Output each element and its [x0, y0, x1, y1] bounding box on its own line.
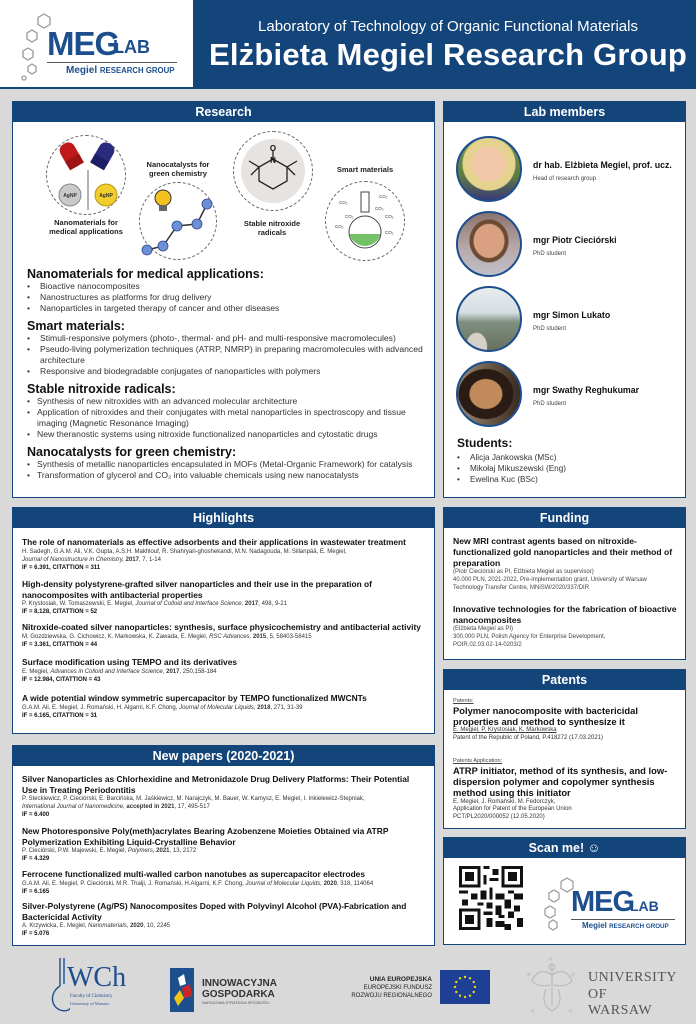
svg-text:✳: ✳ — [526, 972, 532, 979]
publication-entry: Ferrocene functionalized multi-walled carbon nanotubes as supercapacitor electrodes G.A.M. Ali, E. Megiel, P. Cieciórski, M.R. Thalji, J. Romański, H.Algarni, K.F. Chong, Journal of Molecular Liquids, 2020, 318, 114064 IF = 6.165 — [22, 869, 374, 895]
eu-flag-icon — [440, 970, 490, 1004]
funding-panel — [443, 507, 686, 660]
logo-underline — [47, 62, 177, 63]
scan-me-panel — [443, 837, 686, 945]
innowacyjna-gospodarka-logo: INNOWACYJNA GOSPODARKA NARODOWA STRATEGIA SPÓJNOŚCI — [168, 968, 298, 1012]
member-role: Head of research group — [533, 176, 597, 182]
figure-label-nanocatalysts: Nanocatalysts for green chemistry — [146, 160, 210, 178]
new-papers-heading: New papers (2020-2021) — [13, 746, 434, 766]
svg-text:✳: ✳ — [530, 1009, 536, 1015]
eagle-emblem-icon — [522, 955, 582, 1017]
avatar — [456, 361, 522, 427]
member-card — [456, 286, 688, 354]
scan-me-heading: Scan me! ☺ — [444, 838, 685, 858]
flask-co2-icon — [327, 182, 403, 258]
list-item: • Responsive and biodegradable conjugates of nanoparticles with polymers — [27, 366, 432, 377]
member-role: PhD student — [533, 326, 567, 332]
avatar — [456, 136, 522, 202]
publication-entry: Silver-Polystyrene (Ag/PS) Nanocomposites Doped with Polyvinyl Alcohol (PVA)-Fabrication and Bactericidal Activity A. Krzywicka, E. Megiel, Nanomaterials, 2020, 10, 2245 IF = 5.076 — [22, 901, 407, 937]
figure-label-smart-materials: Smart materials — [336, 165, 394, 174]
logo-meg-text: MEG — [47, 25, 120, 62]
list-item: • Transformation of glycerol and CO₂ into valuable chemicals using new nanocatalysts — [27, 470, 432, 481]
students-heading: Students: — [457, 436, 513, 450]
section-title-nitroxide: Stable nitroxide radicals: — [27, 382, 176, 396]
publication-entry: High-density polystyrene-grafted silver nanoparticles and their use in the preparation of nanocomposites with antibacterial properties P. Krystosiak, W. Tomaszewski, E. Megiel, Journal of Colloid and Interface Science, 2017, 498, 9-21 IF = 8.128, CITATTION = 52 — [22, 579, 372, 615]
qr-code-icon[interactable] — [459, 866, 523, 930]
section-title-nanomaterials: Nanomaterials for medical applications: — [27, 267, 264, 281]
capsules-agnp-icon — [53, 140, 123, 218]
member-card — [456, 361, 688, 429]
funding-entry: New MRI contrast agents based on nitroxide-functionalized gold nanoparticles and their method of preparation (Piotr Cieciórski as PI, Elżbieta Megiel as supervisor) 40.000 PLN, 2021-2022, Pre-implementation grant, University of Warsaw Technology Transfer Centre, MNiSW/2020/337/DIR — [453, 536, 673, 591]
figure-nanomaterials — [13, 122, 436, 262]
new-papers-panel — [12, 745, 435, 946]
svg-text:N: N — [270, 156, 276, 165]
lightbulb-chain-icon — [141, 186, 217, 258]
lab-subtitle: Laboratory of Technology of Organic Functional Materials — [258, 18, 638, 35]
list-item: • Application of nitroxides and their conjugates with metal nanoparticles in spectroscopy and tissue imaging (Magnetic Resonance Imaging) — [27, 407, 432, 429]
list-item: • Nanoparticles in targeted therapy of cancer and other diseases — [27, 303, 432, 314]
list-item: • Synthesis of new nitroxides with an advanced molecular architecture — [27, 396, 432, 407]
university-of-warsaw-logo: ✳ ✳ ✳ ✳ ✳ UNIVERSITY OF WARSAW — [522, 955, 672, 1017]
publication-entry: Nitroxide-coated silver nanoparticles: synthesis, surface physicochemistry and antibacterial activity M. Gozdziewska, G. Cichowicz, K. Markowska, K. Zawada, E. Megiel, RSC Advances, 2015, 5, 58403-58415 IF = 3.361, CITATTION = 44 — [22, 622, 421, 648]
publication-entry: New Photoresponsive Poly(meth)acrylates Bearing Azobenzene Moieties Obtained via ATRP Polymerization Exhibiting Liquid-Crystalline Behavior P. Cieciórski, P.W. Majewski, E. Megiel, Polymers, 2021, 13, 2172 IF = 4.329 — [22, 826, 389, 862]
avatar — [456, 211, 522, 277]
lab-members-heading: Lab members — [444, 102, 685, 122]
list-item: • Bioactive nanocomposites — [27, 281, 432, 292]
funding-heading: Funding — [444, 508, 685, 528]
list-item: • Alicja Jankowska (MSc) — [457, 452, 566, 463]
svg-text:CO₂: CO₂ — [339, 200, 348, 205]
page-title: Elżbieta Megiel Research Group — [208, 37, 688, 72]
highlights-heading: Highlights — [13, 508, 434, 528]
section-title-smart-materials: Smart materials: — [27, 319, 125, 333]
lab-members-panel — [443, 101, 686, 498]
patent-entry: Patents: Polymer nanocomposite with bactericidal properties and method to synthesize it E. Megiel, P. Krystosiak, K. Markowska Patent of the Republic of Poland, P.418272 (17.03.2021) — [453, 698, 638, 741]
avatar — [456, 286, 522, 352]
figure-label-nanomaterials: Nanomaterials for medical applications — [49, 218, 123, 236]
list-item: • Nanostructures as platforms for drug delivery — [27, 292, 432, 303]
research-heading: Research — [13, 102, 434, 122]
agnp-badge-1: AgNP — [63, 193, 77, 199]
research-topics — [27, 267, 432, 481]
svg-text:✳: ✳ — [548, 957, 554, 963]
member-role: PhD student — [533, 251, 567, 257]
list-item: • New theranostic systems using nitroxide functionalized nanoparticles and cytostatic drugs — [27, 429, 432, 440]
tempo-molecule-icon — [241, 139, 305, 203]
list-item: • Pseudo-living polymerization techniques (ATRP, NMRP) in preparing macromolecules with advanced architecture — [27, 344, 432, 366]
poster-header — [0, 0, 696, 89]
member-card — [456, 136, 688, 204]
logo-lab-text: LAB — [113, 37, 150, 57]
member-role: PhD student — [533, 401, 567, 407]
wch-logo: WCh Faculty of Chemistry University of Warsaw — [48, 956, 123, 1014]
highlights-panel — [12, 507, 435, 734]
list-item: • Synthesis of metallic nanoparticles encapsulated in MOFs (Metal-Organic Framework) for catalysis — [27, 459, 432, 470]
publication-entry: Silver Nanoparticles as Chlorhexidine and Metronidazole Drug Delivery Platforms: Their Potential Use in Treating Periodontitis P. Steckiewicz, P. Cieciórski, E. Barcińska, M. Jaśkiewicz, M. Narajczyk, M. Bauer, W. Kamysz, E. Megiel, I. Inkielewicz-Stepniak, International Journal of Nanomedicine, accepted in 2021, 17, 495-517 IF = 6.400 — [22, 774, 410, 818]
funding-entry: Innovative technologies for the fabrication of bioactive nanocomposites (Elżbieta Megiel as PI) 300.000 PLN, Polish Agency for Enterprise Development, POIR.02.03.02-14-0203/2 — [453, 604, 677, 648]
svg-text:CO₂: CO₂ — [345, 214, 354, 219]
svg-text:CO₂: CO₂ — [385, 214, 394, 219]
svg-text:O: O — [269, 144, 277, 153]
member-card — [456, 211, 688, 279]
ig-flag-icon — [168, 968, 198, 1012]
svg-text:CO₂: CO₂ — [385, 230, 394, 235]
list-item: • Ewelina Kuc (BSc) — [457, 474, 566, 485]
list-item: • Mikołaj Mikuszewski (Eng) — [457, 463, 566, 474]
agnp-badge-2: AgNP — [99, 193, 113, 199]
list-item: • Stimuli-responsive polymers (photo-, thermal- and pH- and multi-responsive macromolecules) — [27, 333, 432, 344]
students-list — [457, 452, 566, 485]
meglab-logo — [0, 0, 193, 87]
svg-text:✳: ✳ — [568, 1009, 574, 1015]
patent-entry: Patents Application: ATRP initiator, method of its synthesis, and low-dispersion polymer and copolymer synthesis method using this initiator E. Megiel, J. Romański, M. Fedorczyk, Application for Patent of the European Union PCT/PL2020/000052 (12.05.2020) — [453, 758, 668, 820]
section-title-nanocatalysts: Nanocatalysts for green chemistry: — [27, 445, 237, 459]
svg-text:CO₂: CO₂ — [335, 224, 344, 229]
logo-tagline: Megiel RESEARCH GROUP — [66, 65, 175, 76]
member-name: mgr Swathy Reghukumar — [533, 385, 640, 395]
publication-entry: A wide potential window symmetric supercapacitor by TEMPO functionalized MWCNTs G.A.M. Ali, E. Megiel, J. Romański, H. Algarni, K.F. Chong, Journal of Molecular Liquids, 2018, 271, 31-39 IF = 6.165, CITATTION = 31 — [22, 693, 367, 719]
member-name: mgr Piotr Cieciórski — [533, 235, 617, 245]
eu-fund-logo: UNIA EUROPEJSKA EUROPEJSKI FUNDUSZ ROZWOJU REGIONALNEGO — [340, 968, 490, 1010]
research-panel — [12, 101, 435, 498]
member-name: dr hab. Elżbieta Megiel, prof. ucz. — [533, 160, 672, 170]
patents-heading: Patents — [444, 670, 685, 690]
svg-text:CO₂: CO₂ — [375, 206, 384, 211]
member-name: mgr Simon Lukato — [533, 310, 611, 320]
svg-text:CO₂: CO₂ — [379, 194, 388, 199]
svg-text:✳: ✳ — [570, 972, 576, 979]
publication-entry: Surface modification using TEMPO and its derivatives E. Megiel, Advances in Colloid and Interface Science, 2017, 250,158-184 IF = 12.984, CITATTION = 43 — [22, 657, 238, 683]
publication-entry: The role of nanomaterials as effective adsorbents and their applications in wastewater treatment H. Sadegh, G.A.M. Ali, V.K. Gupta, A.S.H. Makhlouf, R. Shahryari-ghoshekandi, M.N. Nadagouda, M. Sillanpää, E. Megiel, Journal of Nanostructure in Chemistry, 2017, 7, 1-14 IF = 6.391, CITATTION = 311 — [22, 537, 406, 571]
meglab-logo-small: MEG LAB Megiel RESEARCH GROUP — [539, 868, 679, 938]
patents-panel — [443, 669, 686, 829]
figure-label-nitroxide: Stable nitroxide radicals — [243, 219, 301, 237]
